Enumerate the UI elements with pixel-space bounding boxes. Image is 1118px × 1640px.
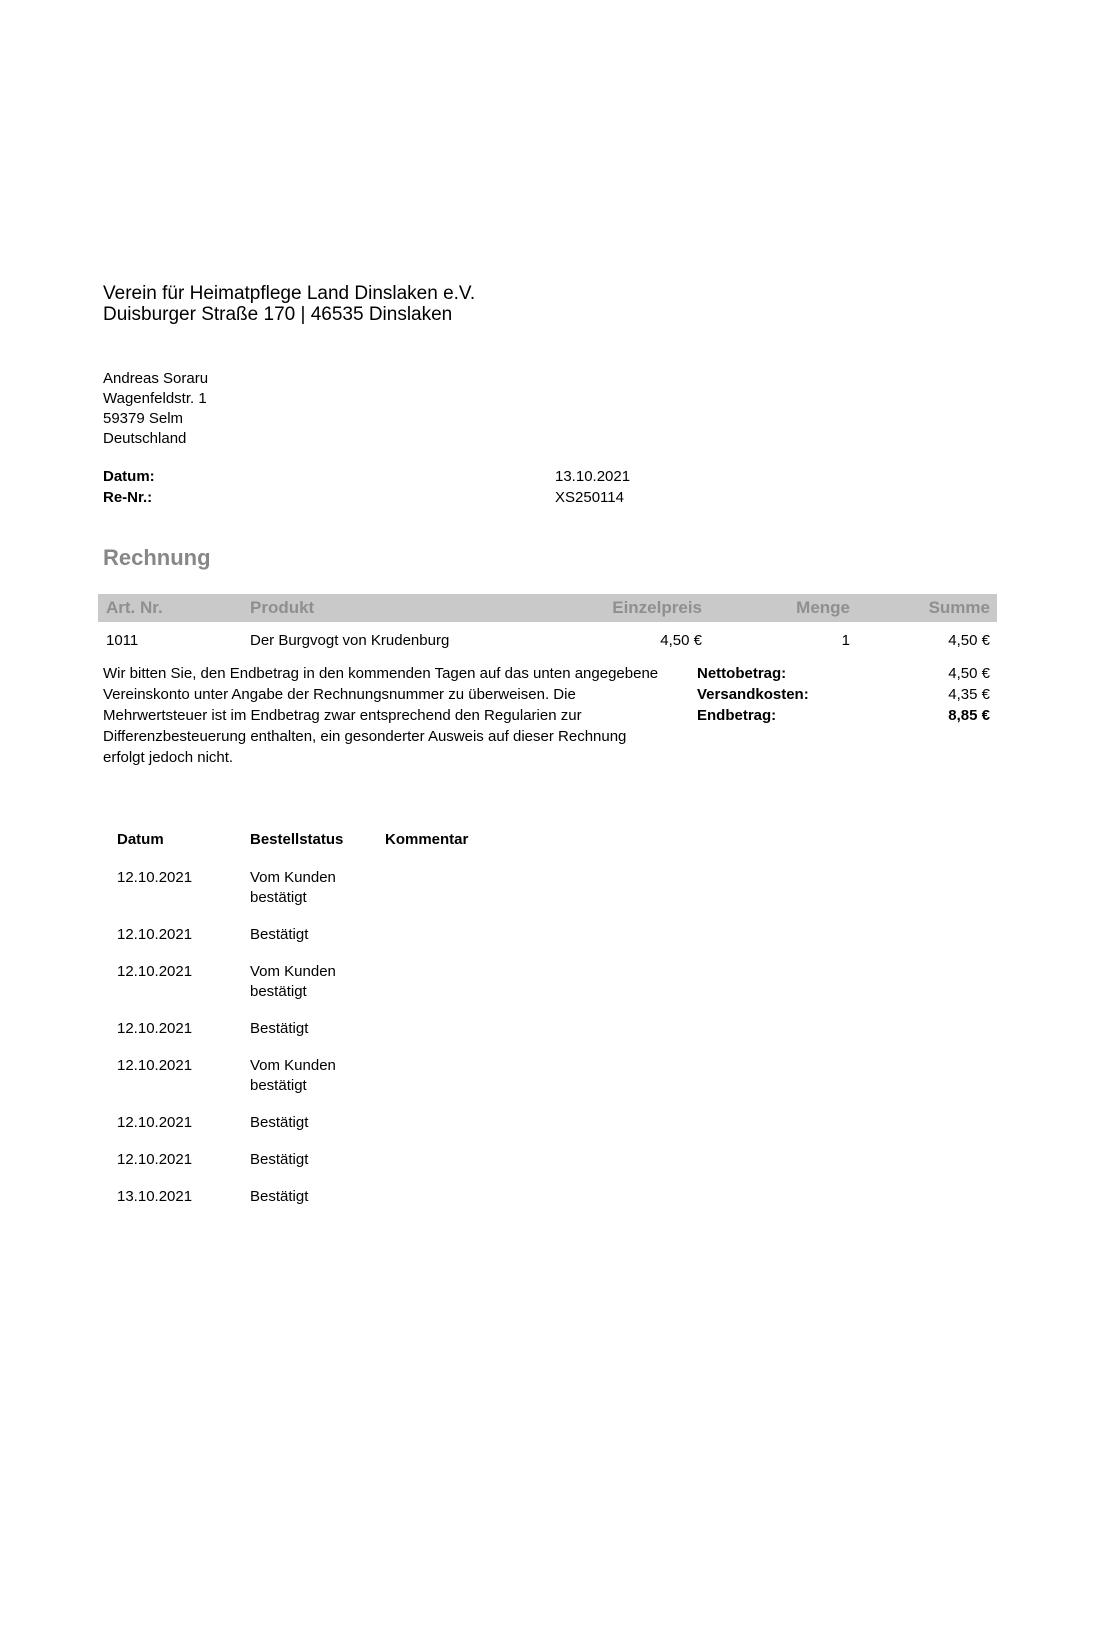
recipient-address: [103, 369, 208, 449]
status-value: Vom Kunden bestätigt: [250, 1057, 336, 1094]
status-table: [117, 830, 605, 1224]
status-kommentar: [385, 868, 605, 908]
status-value: Vom Kunden bestätigt: [250, 963, 336, 1000]
versand-value: 4,35 €: [948, 686, 990, 703]
netto-row: [697, 663, 990, 684]
item-produkt: Der Burgvogt von Krudenburg: [250, 632, 450, 649]
status-value: Bestätigt: [250, 1114, 309, 1131]
status-kommentar: [385, 1187, 605, 1207]
table-row: [117, 868, 605, 908]
invoice-date-value: 13.10.2021: [555, 468, 631, 485]
status-datum: 12.10.2021: [117, 963, 193, 980]
status-kommentar: [385, 962, 605, 1002]
table-row: [117, 925, 605, 945]
items-header-art-nr: Art. Nr.: [106, 598, 163, 617]
items-table-header: [98, 594, 997, 622]
status-header-bestellstatus: Bestellstatus: [250, 831, 344, 848]
invoice-meta: [103, 466, 630, 508]
endbetrag-value: 8,85 €: [948, 707, 990, 724]
table-row: [117, 1187, 605, 1207]
items-header-produkt: Produkt: [250, 598, 315, 617]
sender-address: [103, 283, 475, 325]
status-value: Bestätigt: [250, 1188, 309, 1205]
totals-block: [697, 663, 990, 726]
status-kommentar: [385, 1113, 605, 1133]
items-header-summe: Summe: [928, 598, 990, 617]
table-row: [117, 1113, 605, 1133]
item-einzelpreis: 4,50 €: [660, 632, 702, 649]
items-header-einzelpreis: Einzelpreis: [612, 598, 702, 617]
netto-label: Nettobetrag:: [697, 665, 787, 682]
recipient-street: Wagenfeldstr. 1: [103, 390, 207, 407]
table-row: [117, 1150, 605, 1170]
status-kommentar: [385, 1019, 605, 1039]
sender-name: Verein für Heimatpflege Land Dinslaken e.V.: [103, 283, 476, 304]
status-datum: 13.10.2021: [117, 1188, 193, 1205]
table-row: [98, 632, 997, 650]
item-summe: 4,50 €: [948, 632, 990, 649]
status-header-datum: Datum: [117, 831, 164, 848]
status-datum: 12.10.2021: [117, 926, 193, 943]
table-row: [117, 1019, 605, 1039]
netto-value: 4,50 €: [948, 665, 990, 682]
table-row: [117, 962, 605, 1002]
payment-note: Wir bitten Sie, den Endbetrag in den kommenden Tagen auf das unten angegebene Vereinskonto unter Angabe der Rechnungsnummer zu überweisen. Die Mehrwertsteuer ist im Endbetrag zwar entsprechend den Regularien zur Differenzbesteuerung enthalten, ein gesonderter Ausweis auf dieser Rechnung erfolgt jedoch nicht.: [103, 665, 659, 766]
sender-street-city: Duisburger Straße 170 | 46535 Dinslaken: [103, 304, 453, 325]
status-kommentar: [385, 1150, 605, 1170]
status-kommentar: [385, 925, 605, 945]
invoice-number-value: XS250114: [555, 489, 624, 506]
status-datum: 12.10.2021: [117, 869, 193, 886]
status-kommentar: [385, 1056, 605, 1096]
status-value: Bestätigt: [250, 1020, 309, 1037]
invoice-date-row: [103, 466, 630, 487]
item-art-nr: 1011: [106, 632, 139, 649]
versand-row: [697, 684, 990, 705]
endbetrag-label: Endbetrag:: [697, 707, 777, 724]
status-value: Bestätigt: [250, 1151, 309, 1168]
status-table-header: [117, 830, 605, 850]
status-datum: 12.10.2021: [117, 1020, 193, 1037]
recipient-name: Andreas Soraru: [103, 370, 209, 387]
status-value: Vom Kunden bestätigt: [250, 869, 336, 906]
status-datum: 12.10.2021: [117, 1057, 193, 1074]
invoice-date-label: Datum:: [103, 468, 155, 485]
items-header-menge: Menge: [796, 598, 850, 617]
invoice-number-row: [103, 487, 630, 508]
table-row: [117, 1056, 605, 1096]
items-table: [98, 594, 997, 650]
recipient-city: 59379 Selm: [103, 410, 184, 427]
status-datum: 12.10.2021: [117, 1114, 193, 1131]
invoice-number-label: Re-Nr.:: [103, 489, 153, 506]
status-datum: 12.10.2021: [117, 1151, 193, 1168]
status-value: Bestätigt: [250, 926, 309, 943]
page-title: Rechnung: [103, 545, 211, 570]
item-menge: 1: [841, 632, 850, 649]
versand-label: Versandkosten:: [697, 686, 809, 703]
status-header-kommentar: Kommentar: [385, 831, 469, 848]
recipient-country: Deutschland: [103, 430, 187, 447]
endbetrag-row: [697, 705, 990, 726]
